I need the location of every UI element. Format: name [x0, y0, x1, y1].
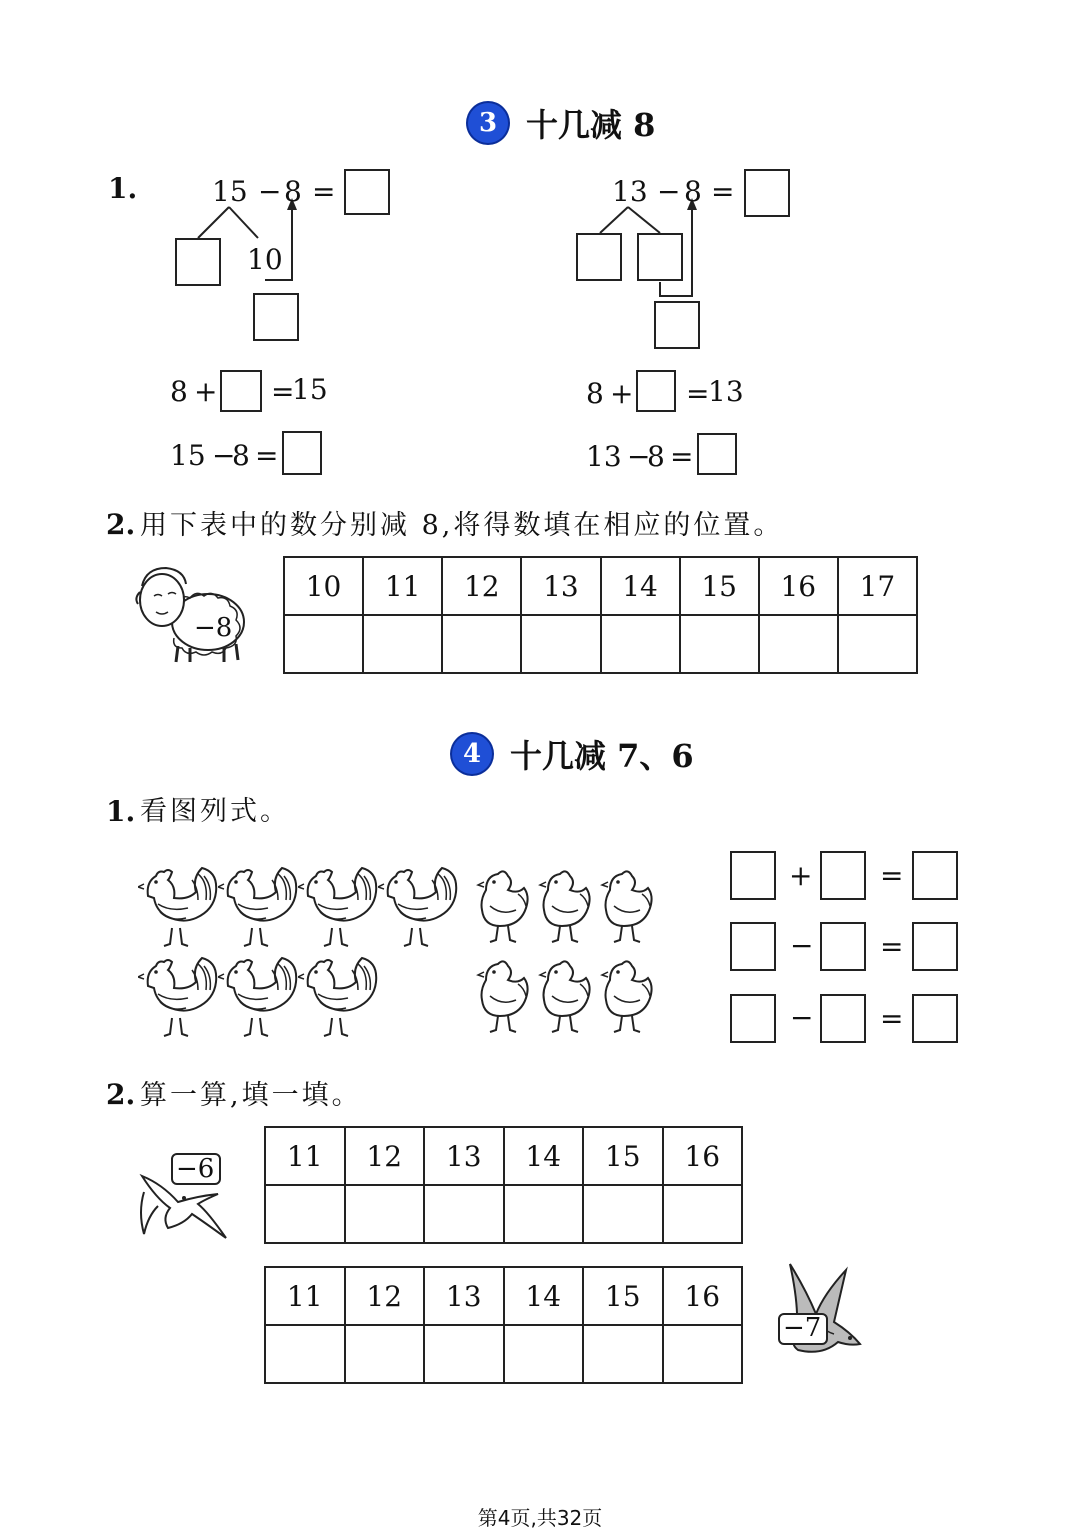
table-header-cell: 15: [680, 557, 759, 615]
answer-cell[interactable]: [504, 1185, 584, 1243]
s3-right-add-a: 8: [586, 377, 604, 410]
s4-eq1-box-b[interactable]: [820, 851, 866, 900]
rooster-icon: [298, 956, 378, 1038]
rooster-icon: [138, 866, 218, 948]
s4-eq1-box-a[interactable]: [730, 851, 776, 900]
s4-eq3-box-c[interactable]: [912, 994, 958, 1043]
hen-icon: [596, 958, 658, 1036]
table-header-cell: 12: [345, 1267, 425, 1325]
hen-icon: [472, 868, 534, 946]
s4-q1-label: 1.: [106, 795, 136, 828]
s3-right-minus: −: [657, 175, 681, 208]
s3-left-answer-box[interactable]: [344, 169, 390, 215]
rooster-icon: [378, 866, 458, 948]
answer-cell[interactable]: [663, 1185, 743, 1243]
section-4-badge: 4: [452, 734, 492, 774]
s3-right-minuend: 13: [612, 175, 648, 208]
s3-right-sub-box[interactable]: [697, 433, 737, 475]
answer-cell[interactable]: [838, 615, 917, 673]
answer-cell[interactable]: [521, 615, 600, 673]
s4-eq3-box-a[interactable]: [730, 994, 776, 1043]
s3-right-add-sum: 13: [708, 375, 744, 408]
table-header-cell: 11: [265, 1267, 345, 1325]
s3-left-sub-minus: −: [212, 439, 236, 472]
s3-left-sub-a: 15: [170, 439, 206, 472]
swallow-icon: [776, 1262, 872, 1362]
s3-right-split-box-2[interactable]: [637, 233, 683, 281]
s3-left-minus: −: [258, 175, 282, 208]
s4-eq2-box-c[interactable]: [912, 922, 958, 971]
s3-q1-label: 1.: [108, 172, 138, 205]
table-header-cell: 16: [759, 557, 838, 615]
table-header-cell: 15: [583, 1127, 663, 1185]
answer-cell[interactable]: [424, 1185, 504, 1243]
table-header-cell: 15: [583, 1267, 663, 1325]
rooster-icon: [218, 866, 298, 948]
bird-minus-six-label: −6: [176, 1154, 215, 1184]
table-header-cell: 16: [663, 1267, 743, 1325]
s4-eq1-box-c[interactable]: [912, 851, 958, 900]
answer-cell[interactable]: [265, 1185, 345, 1243]
s3-right-sub-minus: −: [627, 440, 651, 473]
table-row: [265, 1185, 742, 1243]
s4-subtract-seven-table: [264, 1266, 743, 1384]
answer-cell[interactable]: [345, 1325, 425, 1383]
s3-left-sub-box[interactable]: [282, 431, 322, 475]
s3-left-equals: =: [312, 175, 336, 208]
table-header-cell: 16: [663, 1127, 743, 1185]
s3-right-sub-b: 8: [647, 440, 665, 473]
s3-left-difference-box[interactable]: [253, 293, 299, 341]
s4-eq2-equals: =: [880, 930, 904, 963]
table-row: [265, 1267, 742, 1325]
answer-cell[interactable]: [663, 1325, 743, 1383]
hen-icon: [472, 958, 534, 1036]
s4-eq1-equals: =: [880, 859, 904, 892]
s4-eq1-op: +: [789, 859, 813, 892]
table-header-cell: 14: [504, 1267, 584, 1325]
answer-cell[interactable]: [345, 1185, 425, 1243]
s4-eq2-box-b[interactable]: [820, 922, 866, 971]
s4-q2-instruction: 算一算,填一填。: [140, 1080, 362, 1111]
sheep-minus-eight-label: −8: [194, 613, 233, 643]
sheep-icon: [132, 562, 250, 664]
s3-left-subtrahend: 8: [284, 175, 302, 208]
hen-icon: [534, 868, 596, 946]
s3-left-split-ten: 10: [247, 243, 283, 276]
rooster-icon: [218, 956, 298, 1038]
s3-left-add-box[interactable]: [220, 370, 262, 412]
table-header-cell: 11: [265, 1127, 345, 1185]
hen-icon: [596, 868, 658, 946]
s3-right-sub-equals: =: [670, 440, 694, 473]
table-row: [265, 1127, 742, 1185]
answer-cell[interactable]: [442, 615, 521, 673]
section-4-title: [452, 731, 694, 777]
s3-left-sub-b: 8: [232, 439, 250, 472]
s3-subtract-eight-table: [283, 556, 918, 674]
answer-cell[interactable]: [583, 1185, 663, 1243]
s3-right-equals: =: [711, 175, 735, 208]
rooster-icon: [298, 866, 378, 948]
answer-cell[interactable]: [424, 1325, 504, 1383]
answer-cell[interactable]: [504, 1325, 584, 1383]
page-footer: 第4页,共32页: [477, 1506, 603, 1530]
table-header-cell: 14: [504, 1127, 584, 1185]
table-header-cell: 10: [284, 557, 363, 615]
s4-eq3-box-b[interactable]: [820, 994, 866, 1043]
table-header-cell: 12: [345, 1127, 425, 1185]
s4-eq3-equals: =: [880, 1002, 904, 1035]
s3-left-add-sum: 15: [292, 373, 328, 406]
table-header-cell: 14: [601, 557, 680, 615]
table-row: [284, 557, 917, 615]
s3-right-split-box-1[interactable]: [576, 233, 622, 281]
table-header-cell: 13: [424, 1127, 504, 1185]
s3-left-split-box[interactable]: [175, 238, 221, 286]
s3-q2-instruction: 用下表中的数分别减 8,将得数填在相应的位置。: [140, 510, 784, 541]
s3-right-sub-a: 13: [586, 440, 622, 473]
s4-eq2-op: −: [790, 929, 814, 962]
section-4-heading: 十几减 7、6: [510, 737, 694, 775]
section-3-heading: 十几减 8: [526, 106, 656, 144]
s3-left-add-plus: +: [194, 375, 218, 408]
s3-left-minuend: 15: [212, 175, 248, 208]
s4-q2-label: 2.: [106, 1078, 136, 1111]
s3-right-answer-box[interactable]: [744, 169, 790, 217]
table-header-cell: 11: [363, 557, 442, 615]
hen-icon: [534, 958, 596, 1036]
answer-cell[interactable]: [265, 1325, 345, 1383]
table-header-cell: 12: [442, 557, 521, 615]
table-header-cell: 17: [838, 557, 917, 615]
table-row: [284, 615, 917, 673]
s3-right-subtrahend: 8: [684, 175, 702, 208]
s3-left-add-equals: =: [271, 375, 295, 408]
rooster-icon: [138, 956, 218, 1038]
s4-q1-instruction: 看图列式。: [140, 796, 290, 827]
section-3-badge: 3: [468, 103, 508, 143]
answer-cell[interactable]: [759, 615, 838, 673]
answer-cell[interactable]: [680, 615, 759, 673]
s3-right-difference-box[interactable]: [654, 301, 700, 349]
s3-q2-label: 2.: [106, 508, 136, 541]
s3-left-add-a: 8: [170, 375, 188, 408]
answer-cell[interactable]: [284, 615, 363, 673]
s4-eq2-box-a[interactable]: [730, 922, 776, 971]
s4-eq3-op: −: [790, 1001, 814, 1034]
table-header-cell: 13: [521, 557, 600, 615]
answer-cell[interactable]: [601, 615, 680, 673]
table-header-cell: 13: [424, 1267, 504, 1325]
s3-right-add-plus: +: [610, 377, 634, 410]
s3-right-add-equals: =: [686, 377, 710, 410]
s3-right-add-box[interactable]: [636, 370, 676, 412]
table-row: [265, 1325, 742, 1383]
answer-cell[interactable]: [583, 1325, 663, 1383]
s3-left-sub-equals: =: [255, 439, 279, 472]
bird-minus-seven-label: −7: [783, 1313, 822, 1343]
answer-cell[interactable]: [363, 615, 442, 673]
s4-subtract-six-table: [264, 1126, 743, 1244]
